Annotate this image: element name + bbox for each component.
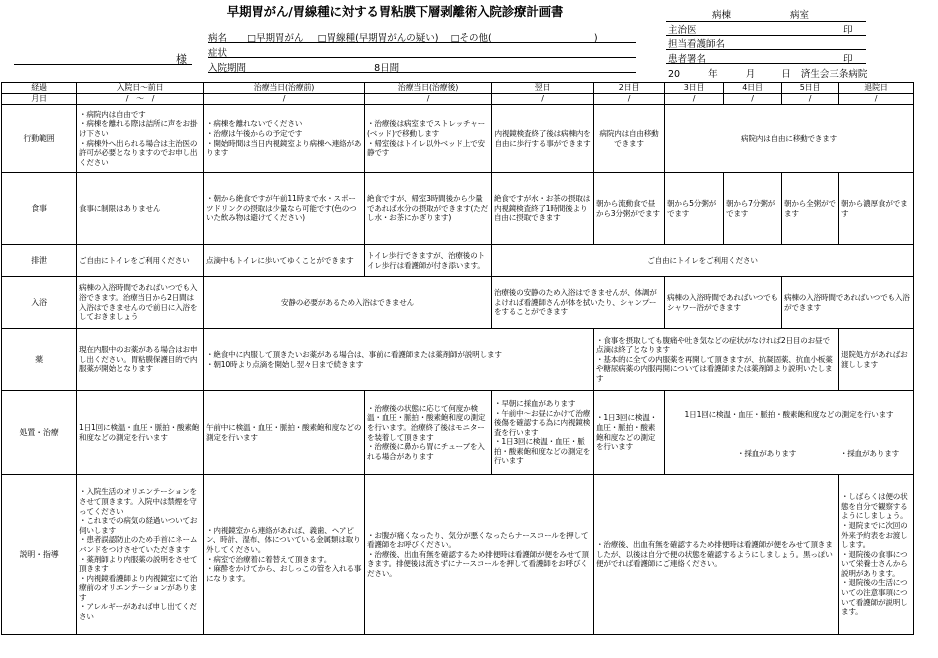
date-row <box>668 66 867 80</box>
date-row <box>2 94 914 105</box>
table-cell: 点滴中もトイレに歩いてゆくことができます <box>204 245 365 277</box>
col-header: 経過 <box>2 83 77 94</box>
col-header: 5日目 <box>782 83 839 94</box>
table-cell: 朝から全粥がでます <box>782 173 839 245</box>
table-cell: ・しばらくは便の状態を自分で観察するようにしましょう。 ・退院までに次回の外来予約表をお渡しします。 ・退院後の食事について栄養士さんから説明があります。 ・退院後の生活についての注意事項について看護師が説明します。 <box>839 475 914 635</box>
table-cell: ・治療後、出血有無を確認するため排便時は看護師が便をみせて頂きましたが、以後は自分で便の状態を確認するようにしましょう。黒っぽい便がでれば看護師にご連絡ください。 <box>594 475 839 635</box>
date-cell: / <box>839 94 914 105</box>
table-cell: 食事に制限はありません <box>77 173 204 245</box>
col-header: 入院日～前日 <box>77 83 204 94</box>
symptom-label: 症状 <box>208 48 228 59</box>
table-cell: ご自由にトイレをご利用ください <box>77 245 204 277</box>
table-cell: ・お腹が痛くなったり、気分が悪くなったらナースコールを押して看護師をお呼びください。 ・治療後、出血有無を確認するため排便時は看護師が便をみせて頂きます。排便後は流さずにナースコールを押して看護師をお呼びください。 <box>365 475 594 635</box>
table-cell: トイレ歩行できますが、治療後のトイレ歩行は看護師が付き添います。 <box>365 245 492 277</box>
table-row-excretion <box>2 245 914 277</box>
date-cell: / <box>365 94 492 105</box>
document-title: 早期胃がん/胃線種に対する胃粘膜下層剥離術入院診療計画書 <box>226 4 564 19</box>
date-era: 20 <box>668 69 681 80</box>
table-cell: ・治療後の状態に応じて何度か検温・血圧・脈拍・酸素飽和度の測定を行います。治療終了後はモニターを装着して頂きます ・治療後に鼻から胃にチューブを入れる場合があります <box>365 391 492 475</box>
col-header: 治療当日(治療後) <box>365 83 492 94</box>
col-header: 治療当日(治療前) <box>204 83 365 94</box>
table-cell: ・病棟を離れないでください ・治療は午後からの予定です ・開始時間は当日内視鏡室より病棟へ連絡があります <box>204 105 365 173</box>
table-row-bath <box>2 277 914 329</box>
room-label: 病室 <box>790 10 810 21</box>
table-cell: ・1日3回に検温・血圧・脈拍・酸素飽和度などの測定を行います <box>594 391 665 475</box>
table-cell: 病棟の入浴時間であればいつでも入浴ができます <box>782 277 914 329</box>
table-cell: 現在内服中のお薬がある場合はお申し出ください。胃粘膜保護目的で内服薬が開始となります <box>77 329 204 391</box>
table-row-meal <box>2 173 914 245</box>
date-cell: / <box>724 94 782 105</box>
table-row-treatment <box>2 391 914 475</box>
table-cell: 安静の必要があるため入浴はできません <box>204 277 492 329</box>
table-row-explanation <box>2 475 914 635</box>
disease-option-adenoma[interactable]: □胃線種(早期胃がんの疑い) <box>317 33 439 44</box>
date-day: 日 <box>781 69 791 80</box>
doctor-label: 主治医 <box>668 25 697 36</box>
blood-test-day3: ・採血があります <box>737 449 797 459</box>
table-cell: ・内視鏡室から連絡があれば、義歯、ヘアピン、時計、湿布、体についている金属類は取り外してください。 ・病室で治療着に着替えて頂きます。 ・麻酔をかけてから、おしっこの管を入れる事になります。 <box>204 475 365 635</box>
table-cell: 病棟の入浴時間であればいつでも入浴できます。治療当日から2日間は入浴はできませんので前日に入浴をしておきましょう <box>77 277 204 329</box>
table-cell: 午前中に検温・血圧・脈拍・酸素飽和度などの測定を行います <box>204 391 365 475</box>
blood-test-day5: ・採血があります <box>839 449 899 459</box>
col-header: 翌日 <box>492 83 594 94</box>
col-header: 3日目 <box>665 83 724 94</box>
signature-underline <box>666 51 866 64</box>
date-cell: / <box>782 94 839 105</box>
date-cell: / <box>594 94 665 105</box>
table-cell: 朝から7分粥がでます <box>724 173 782 245</box>
hospital-name: 済生会三条病院 <box>800 69 868 80</box>
column-header-row <box>2 83 914 94</box>
disease-option-other[interactable]: □その他( <box>450 33 492 44</box>
table-cell: ・食事を摂取しても腹痛や吐き気などの症状がなければ2日目のお昼で点滴は終了となります ・基本的に全ての内服薬を再開して頂きますが、抗凝固薬、抗血小板薬や糖尿病薬の内服再開については看護師または薬剤師より説明いたします <box>594 329 839 391</box>
table-cell: 病院内は自由移動できます <box>594 105 665 173</box>
symptom-underline <box>208 57 636 58</box>
date-month: 月 <box>745 69 756 80</box>
table-cell: 退院処方があればお渡しします <box>839 329 914 391</box>
date-cell: / <box>665 94 724 105</box>
row-label: 薬 <box>2 329 77 391</box>
row-label: 食事 <box>2 173 77 245</box>
disease-option-close: ) <box>593 33 598 44</box>
ward-underline <box>666 9 866 22</box>
table-cell: ご自由にトイレをご利用ください <box>492 245 914 277</box>
period-value: 8日間 <box>374 63 400 74</box>
table-cell-multi <box>665 391 914 475</box>
period-underline <box>208 72 636 73</box>
signature-label: 患者署名 <box>668 54 707 65</box>
col-header: 2日目 <box>594 83 665 94</box>
col-header: 退院日 <box>839 83 914 94</box>
date-year: 年 <box>708 69 718 80</box>
table-cell: 絶食ですが、帰室3時間後から少量であれば水分の摂取ができます(ただし水・お茶にかぎります) <box>365 173 492 245</box>
table-cell: 絶食ですが水・お茶の摂取は内視鏡検査終了1時間後より自由に摂取できます <box>492 173 594 245</box>
nurse-underline <box>666 37 866 50</box>
signature-seal: 印 <box>843 54 853 65</box>
col-header: 4日目 <box>724 83 782 94</box>
table-cell: ・早朝に採血があります ・午前中～お昼にかけて治療後傷を確認する為に内視鏡検査を行います ・1日3回に検温・血圧・脈拍・酸素飽和度などの測定を行います <box>492 391 594 475</box>
patient-suffix: 様 <box>176 53 187 66</box>
disease-underline <box>208 42 636 43</box>
doctor-underline <box>666 23 866 36</box>
table-cell: 朝から流動食で昼から3分粥がでます <box>594 173 665 245</box>
table-cell: ・絶食中に内服して頂きたいお薬がある場合は、事前に看護師または薬剤師が説明します ・朝10時より点滴を開始し翌々日まで続きます <box>204 329 594 391</box>
row-label: 行動範囲 <box>2 105 77 173</box>
patient-name-line <box>14 64 192 65</box>
table-cell: 朝から5分粥がでます <box>665 173 724 245</box>
table-cell: ・朝から絶食ですが午前11時まで水・スポーツドリンクの摂取は少量なら可能です(色のついた飲み物は避けてください) <box>204 173 365 245</box>
row-label: 入浴 <box>2 277 77 329</box>
date-cell: 月日 <box>2 94 77 105</box>
table-cell: 1日1回に検温・血圧・脈拍・酸素飽和度などの測定を行います <box>77 391 204 475</box>
date-cell: / <box>204 94 365 105</box>
row-label: 排泄 <box>2 245 77 277</box>
ward-label: 病棟 <box>712 10 732 21</box>
table-cell: 朝から濃厚食がでます <box>839 173 914 245</box>
date-cell: / <box>492 94 594 105</box>
disease-label: 病名 <box>208 33 228 44</box>
disease-option-early-cancer[interactable]: □早期胃がん <box>247 33 304 44</box>
doctor-seal: 印 <box>843 25 853 36</box>
table-cell: 病院内は自由に移動できます <box>665 105 914 173</box>
table-cell: ・病院内は自由です ・病棟を離れる際は詰所に声をお掛け下さい ・病棟外へ出られる場合は主治医の許可が必要となりますのでお申し出ください <box>77 105 204 173</box>
row-label: 説明・指導 <box>2 475 77 635</box>
date-cell: / ～ / <box>77 94 204 105</box>
table-row-activity <box>2 105 914 173</box>
table-row-medicine <box>2 329 914 391</box>
row-label: 処置・治療 <box>2 391 77 475</box>
table-cell: 治療後の安静のため入浴はできませんが、体調がよければ看護師さんが体を拭いたり、シャンプーをすることができます <box>492 277 665 329</box>
nurse-label: 担当看護師名 <box>668 39 726 50</box>
care-plan-table <box>1 82 914 635</box>
table-cell: ・治療後は病室までストレッチャー(ベッド)で移動します ・帰室後はトイレ以外ベッド上で安静です <box>365 105 492 173</box>
period-label: 入院期間 <box>208 63 247 74</box>
treatment-daily-check: 1日1回に検温・血圧・脈拍・酸素飽和度などの測定を行います <box>684 410 894 420</box>
table-cell: 病棟の入浴時間であればいつでもシャワー浴ができます <box>665 277 782 329</box>
table-cell: 内視鏡検査終了後は病棟内を自由に歩行する事ができます <box>492 105 594 173</box>
table-cell: ・入院生活のオリエンテーションをさせて頂きます。入院中は禁煙を守ってください ・これまでの病気の経過いついてお伺いします ・患者誤認防止のため手首にネームバンドをつけさせていただきます ・薬剤師より内服薬の説明をさせて頂きます ・内視鏡看護師より内視鏡室にて治療前のオリエンテーションがあります ・アレルギーがあれば申し出てください <box>77 475 204 635</box>
